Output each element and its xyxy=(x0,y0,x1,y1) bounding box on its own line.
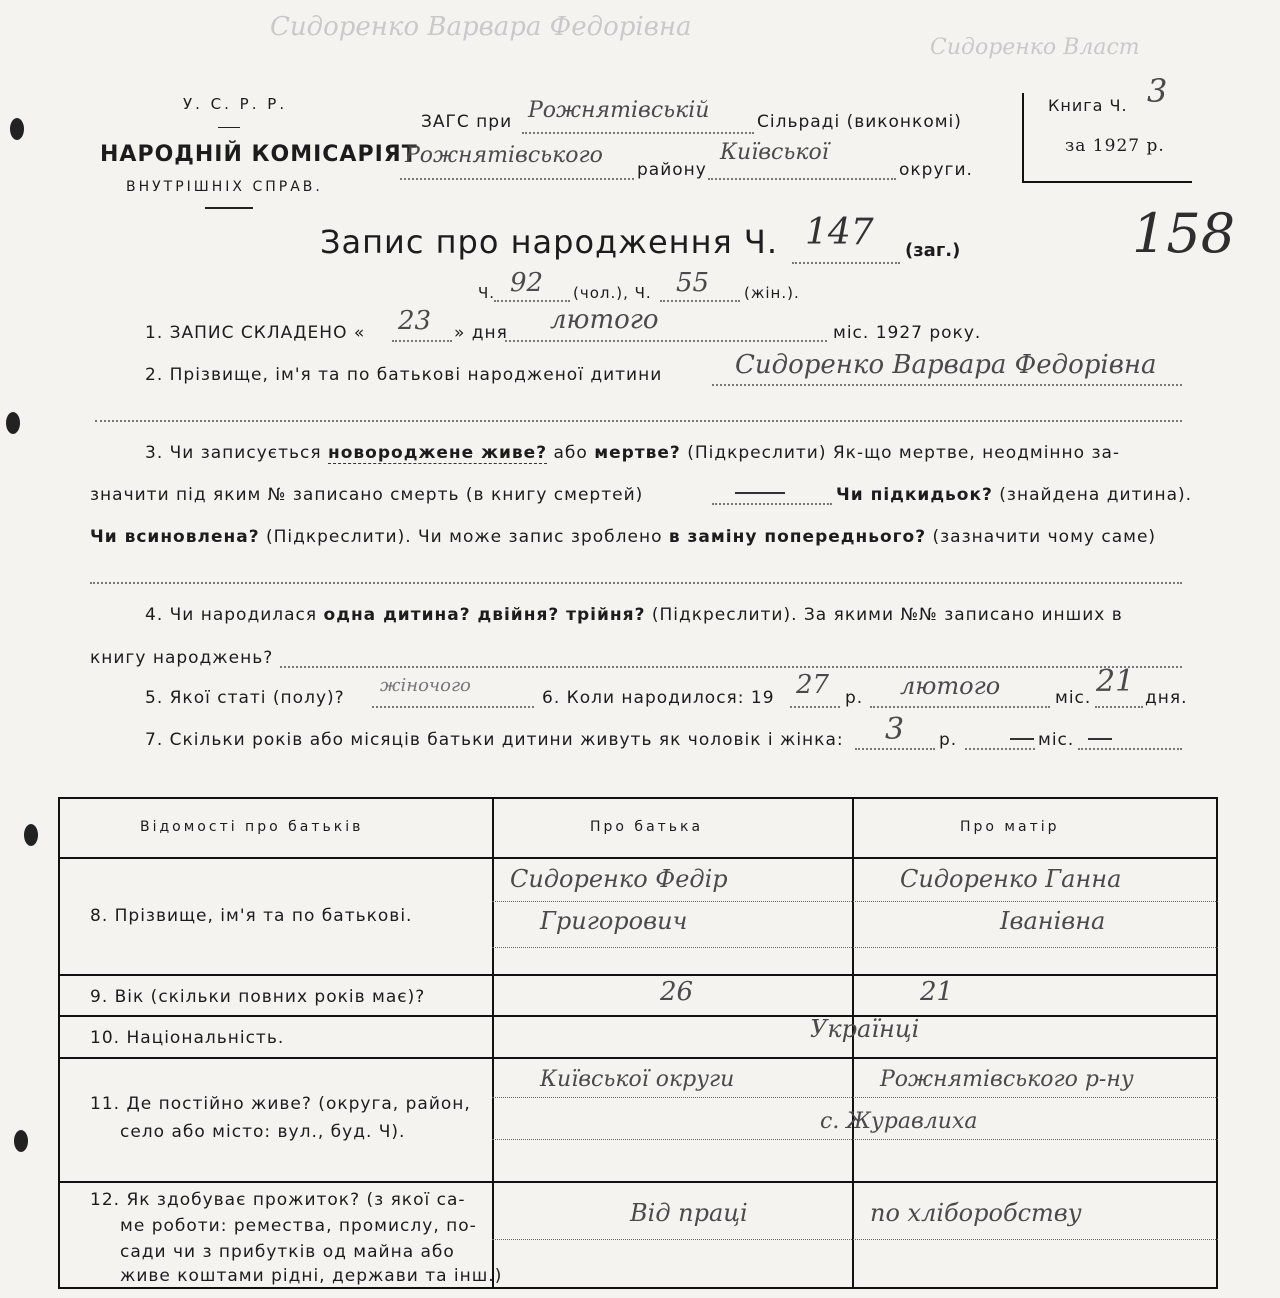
top-scribble: Сидоренко Варвара Федорівна xyxy=(270,12,692,42)
binder-hole xyxy=(10,118,24,140)
row9-label: 9. Вік (скільки повних років має)? xyxy=(90,987,426,1007)
row9-father-age: 26 xyxy=(660,977,694,1007)
header-divider xyxy=(60,857,1216,859)
item3-l: (зазначити чому саме) xyxy=(926,527,1157,547)
row12-label-3: сади чи з прибутків од майна або xyxy=(120,1242,455,1262)
item3-dash xyxy=(735,492,785,494)
sub-female-line xyxy=(660,300,740,302)
divider-small xyxy=(218,127,240,128)
item5-line xyxy=(372,706,534,708)
row8-father-name: Сидоренко Федір xyxy=(510,865,728,893)
okruha-line xyxy=(708,178,896,180)
row8-inner-line-2 xyxy=(492,947,1218,948)
row11-village: с. Журавлиха xyxy=(820,1109,978,1134)
book-number: 3 xyxy=(1147,72,1168,110)
row8-mother-patronymic: Іванівна xyxy=(1000,907,1106,935)
item7-months-line xyxy=(965,748,1035,750)
item1-day: 23 xyxy=(398,306,432,336)
row12-label-1: 12. Як здобуває прожиток? (з якої са- xyxy=(90,1190,466,1210)
row12-inner-line xyxy=(492,1239,1218,1240)
item7-tail-dash xyxy=(1088,738,1112,740)
ussr-label: У. С. Р. Р. xyxy=(183,95,288,113)
item7-years: 3 xyxy=(885,712,905,747)
row12-father-income: Від праці xyxy=(630,1199,748,1227)
zags-council-suffix: Сільраді (виконкомі) xyxy=(757,112,962,132)
row12-label-2: ме роботи: ремества, промислу, по- xyxy=(120,1216,477,1236)
sub-male-line xyxy=(494,300,570,302)
binder-hole xyxy=(14,1130,28,1152)
item3-line2b xyxy=(836,485,1192,505)
row12-label-4: живе коштами рідні, держави та інш.) xyxy=(120,1266,503,1286)
item2-line2 xyxy=(95,420,1182,422)
row9-mother-age: 21 xyxy=(920,977,954,1007)
row11-divider xyxy=(60,1181,1216,1183)
item4-b: одна дитина? двійня? трійня? xyxy=(323,605,646,625)
item7-r: р. xyxy=(939,730,958,750)
item6-dnya: дня. xyxy=(1145,688,1188,708)
item3-h: (знайдена дитина). xyxy=(992,485,1193,505)
row8-divider xyxy=(60,974,1216,976)
item3-a: 3. Чи записується xyxy=(145,443,328,463)
okruha-hand: Київської xyxy=(720,140,829,165)
item1-suffix: міс. 1927 року. xyxy=(833,323,982,343)
sub-male-label: (чол.), Ч. xyxy=(573,284,652,302)
row8-father-patronymic: Григорович xyxy=(540,907,688,935)
col-header-info: Відомості про батьків xyxy=(140,819,364,835)
item3-line3 xyxy=(90,527,1156,547)
row8-label: 8. Прізвище, ім'я та по батькові. xyxy=(90,906,413,926)
district-label: району xyxy=(637,160,707,180)
item4-c: (Підкреслити). За якими №№ записано инших в xyxy=(645,605,1123,625)
item1-prefix: 1. ЗАПИС СКЛАДЕНО « xyxy=(145,323,366,343)
item3-g: Чи підкидьок? xyxy=(836,485,993,505)
item4-line1 xyxy=(145,605,1123,625)
row10-label: 10. Національність. xyxy=(90,1028,285,1048)
item5-label: 5. Якої статі (полу)? xyxy=(145,688,345,708)
divider-bottom xyxy=(205,207,253,209)
item6-year-line xyxy=(790,706,840,708)
sub-female-hand: 55 xyxy=(676,268,710,298)
col-divider-2 xyxy=(852,799,854,1287)
item7-tail-line xyxy=(1078,748,1182,750)
item6-r: р. xyxy=(845,688,864,708)
item3-line4 xyxy=(90,582,1182,584)
record-title: Запис про народження Ч. xyxy=(320,223,779,261)
item2-hand: Сидоренко Варвара Федорівна xyxy=(735,350,1157,380)
item4-line xyxy=(280,666,1182,668)
row10-divider xyxy=(60,1057,1216,1059)
okruha-label: округи. xyxy=(899,160,973,180)
sub-male-hand: 92 xyxy=(510,268,544,298)
item3-j: (Підкреслити). Чи може запис зроблено xyxy=(259,527,669,547)
item3-b: новороджене живе? xyxy=(328,443,548,463)
title-number-line xyxy=(792,262,900,264)
item3-line1 xyxy=(145,443,1120,463)
col-header-father: Про батька xyxy=(590,819,704,835)
row11-father-residence: Київської округи xyxy=(540,1067,735,1092)
binder-hole xyxy=(6,412,20,434)
item6-day: 21 xyxy=(1096,664,1135,699)
item1-month-line xyxy=(505,340,827,342)
row9-divider xyxy=(60,1015,1216,1017)
item3-death-line xyxy=(712,503,832,505)
book-year: за 1927 р. xyxy=(1065,136,1165,156)
binder-hole xyxy=(24,824,38,846)
row12-mother-income: по хліборобству xyxy=(870,1199,1082,1227)
internal-affairs: ВНУТРІШНІХ СПРАВ. xyxy=(126,179,323,195)
item5-hand: жіночого xyxy=(380,675,471,696)
item1-day-line xyxy=(392,340,452,342)
item6-day-line xyxy=(1095,706,1143,708)
item7-years-line xyxy=(855,748,935,750)
sub-ch: Ч. xyxy=(478,284,496,302)
book-label: Книга Ч. xyxy=(1048,96,1128,115)
parents-table xyxy=(58,797,1218,1289)
col-divider-1 xyxy=(492,799,494,1287)
item3-f: значити під яким № записано смерть (в книгу смертей) xyxy=(90,485,644,505)
row11-inner-line xyxy=(492,1097,1218,1098)
item6-label: 6. Коли народилося: 19 xyxy=(542,688,775,708)
margin-number: 158 xyxy=(1132,202,1236,265)
title-number: 147 xyxy=(805,212,874,253)
zags-council-hand: Рожнятівській xyxy=(528,98,710,123)
col-header-mother: Про матір xyxy=(960,819,1060,835)
item7-mis: міс. xyxy=(1038,730,1075,750)
zags-council-line xyxy=(522,132,754,134)
zags-prefix: ЗАГС при xyxy=(421,112,513,132)
row8-inner-line xyxy=(492,901,1218,902)
item7-label: 7. Скільки років або місяців батьки дитини живуть як чоловік і жінка: xyxy=(145,730,844,750)
item6-year: 27 xyxy=(796,670,830,700)
item6-month-line xyxy=(870,706,1050,708)
row11-label-2: село або місто: вул., буд. Ч). xyxy=(120,1122,406,1142)
item3-i: Чи всиновлена? xyxy=(90,527,260,547)
row11-inner-line-2 xyxy=(492,1139,1218,1140)
row8-mother-name: Сидоренко Ганна xyxy=(900,865,1122,893)
item1-mid: » дня xyxy=(454,323,508,343)
item3-e: (Підкреслити) Як-що мертве, неодмінно за- xyxy=(680,443,1121,463)
row11-mother-residence: Рожнятівського р-ну xyxy=(880,1067,1134,1092)
item1-month: лютого xyxy=(550,305,659,335)
district-line xyxy=(400,178,634,180)
item4-a: 4. Чи народилася xyxy=(145,605,324,625)
item7-months-dash xyxy=(1010,738,1034,740)
item3-k: в заміну попереднього? xyxy=(668,527,927,547)
item3-c: або xyxy=(547,443,595,463)
item2-label: 2. Прізвище, ім'я та по батькові народженої дитини xyxy=(145,365,663,385)
item2-line xyxy=(712,384,1182,386)
item3-line2 xyxy=(90,485,643,505)
sub-female-label: (жін.). xyxy=(744,284,800,302)
item4-d: книгу народжень? xyxy=(90,648,274,668)
top-scribble-2: Сидоренко Власт xyxy=(930,35,1140,60)
item6-month: лютого xyxy=(900,672,1001,700)
title-suffix: (заг.) xyxy=(905,240,961,261)
row11-label-1: 11. Де постійно живе? (округа, район, xyxy=(90,1094,471,1114)
row10-nationality: Українці xyxy=(810,1015,920,1043)
item6-mis: міс. xyxy=(1055,688,1092,708)
district-hand: Рожнятівського xyxy=(405,143,603,168)
item3-d: мертве? xyxy=(594,443,681,463)
commissariat-title: НАРОДНІЙ КОМІСАРІЯТ xyxy=(100,142,418,167)
